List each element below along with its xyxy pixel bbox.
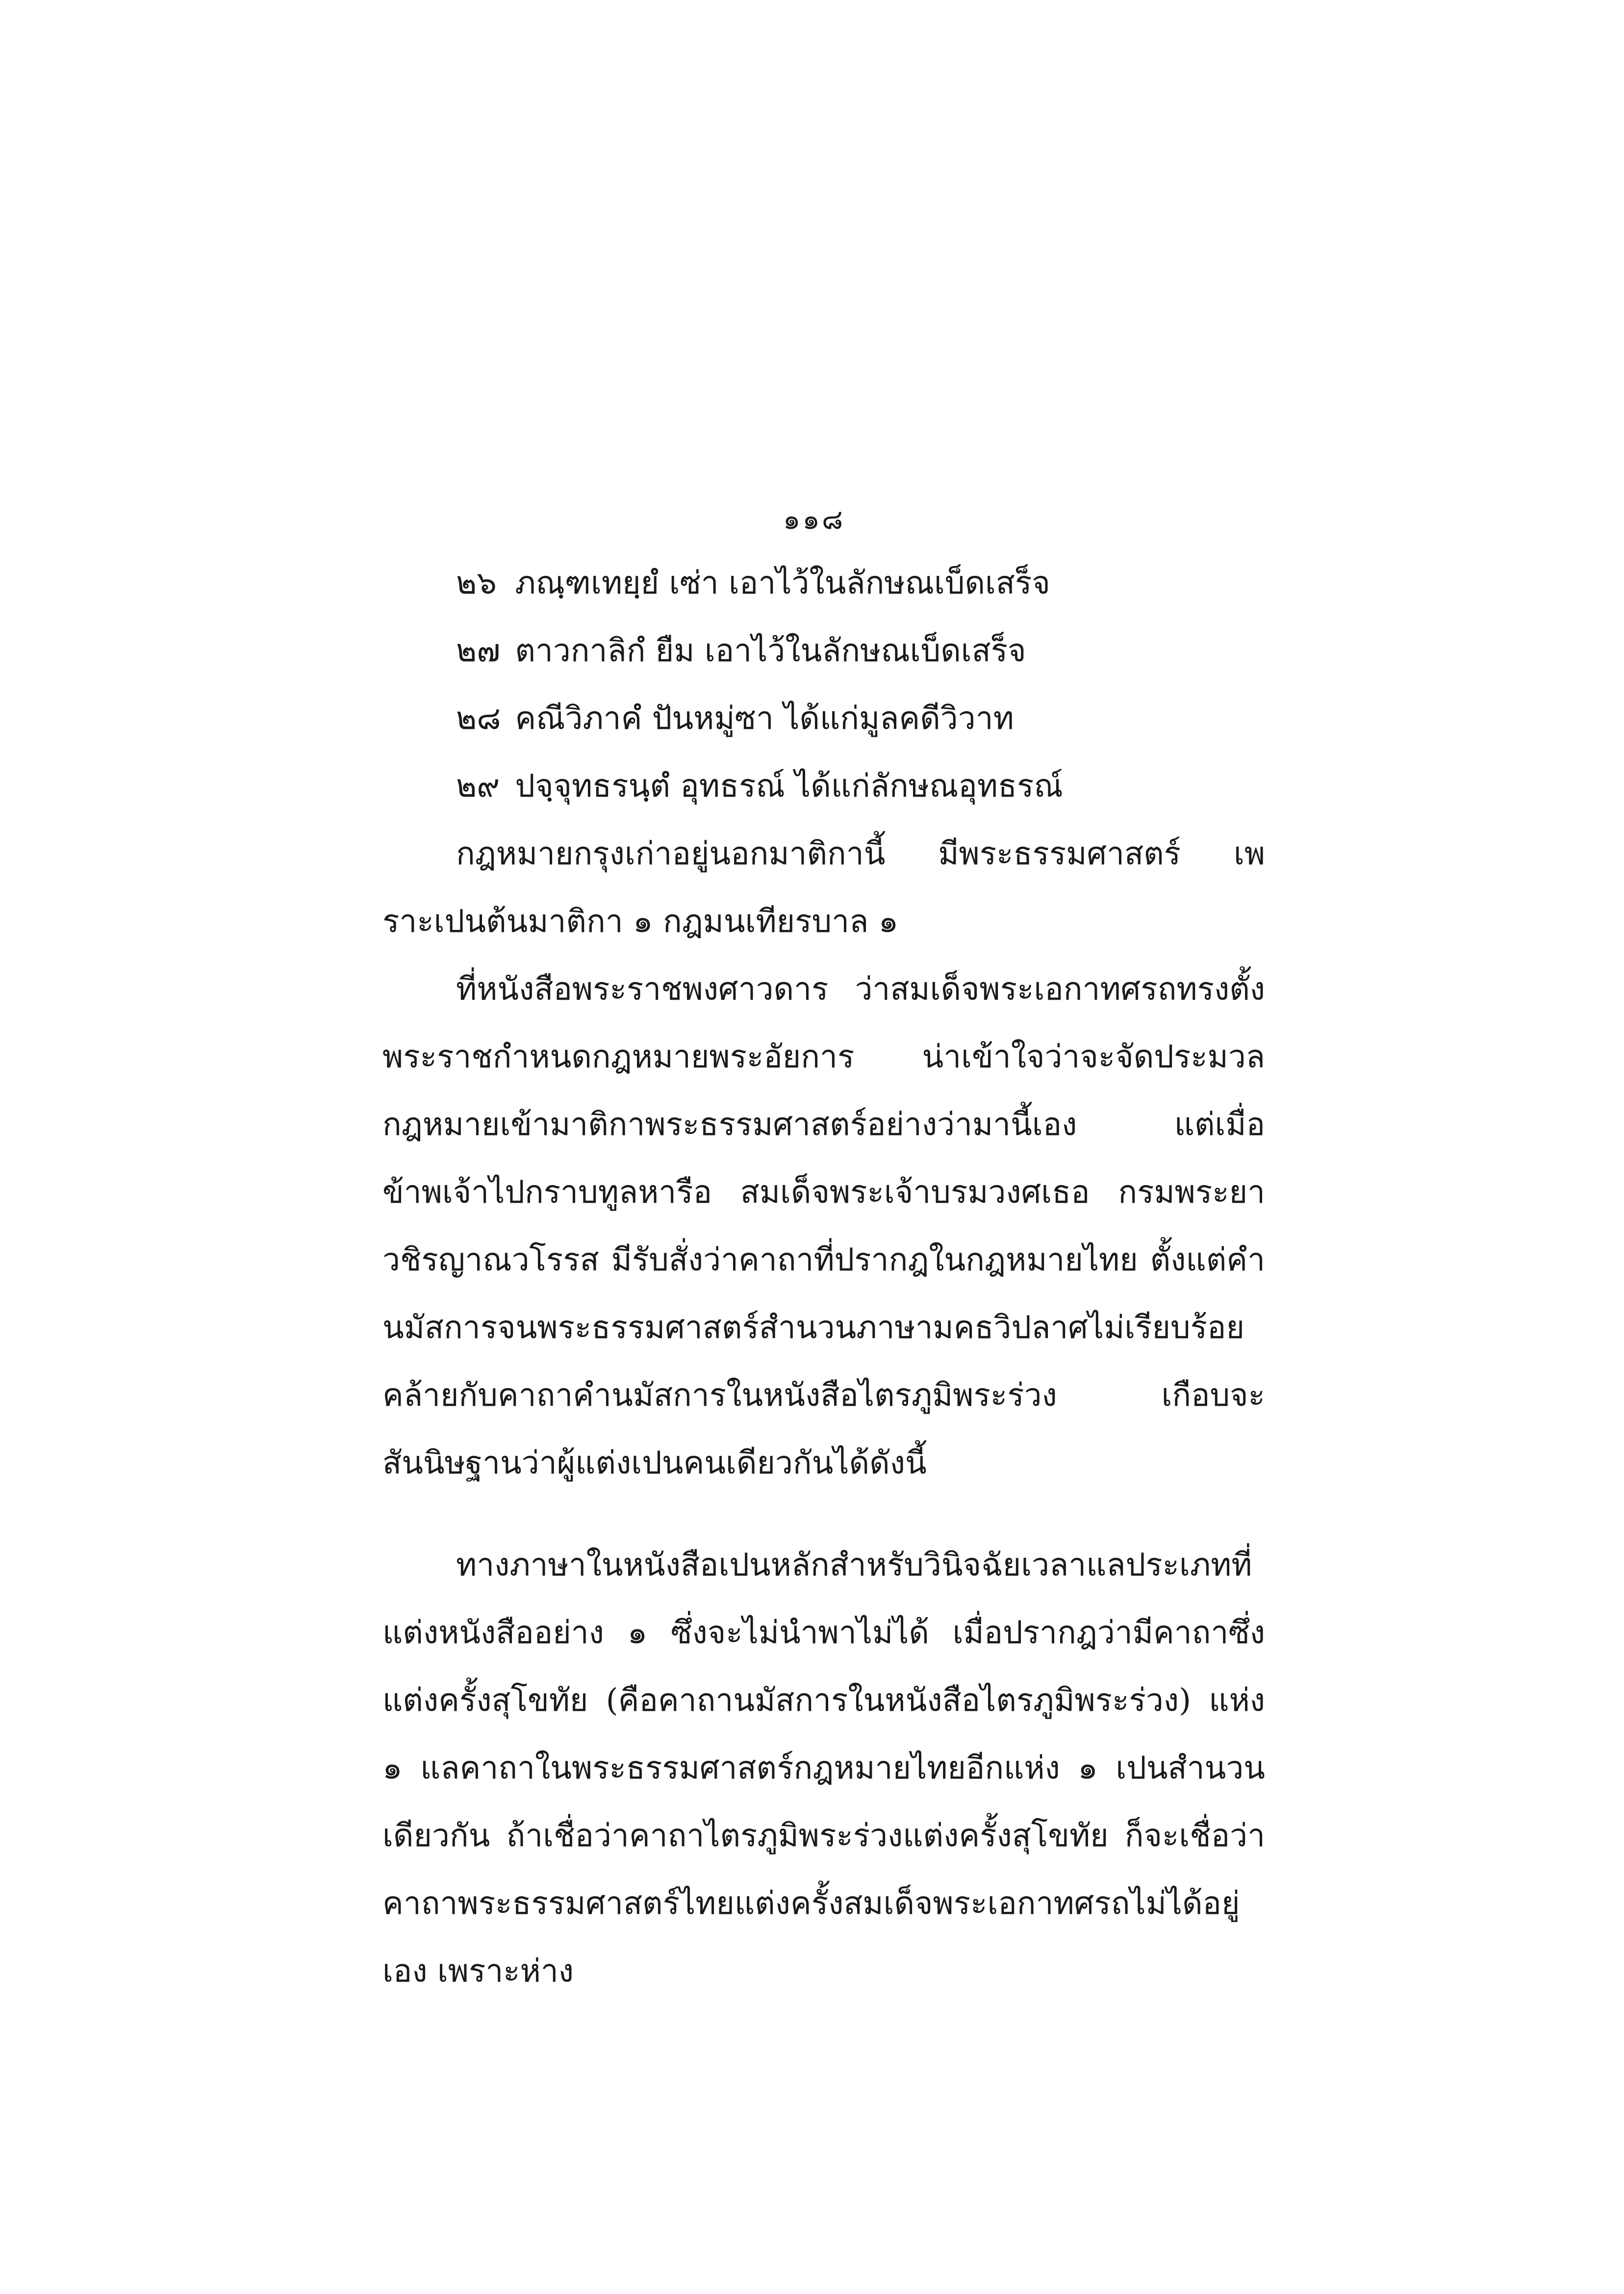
list-item bbox=[456, 549, 1265, 617]
matika-list bbox=[382, 549, 1265, 820]
list-item-text: ตาวกาลิกํ ยืม เอาไว้ในลักษณเบ็ดเสร็จ bbox=[515, 633, 1026, 669]
body-text bbox=[382, 549, 1265, 2005]
paragraph: กฎหมายกรุงเก่าอยู่นอกมาติกานี้ มีพระธรรมศาสตร์ เพราะเปนต้นมาติกา ๑ กฎมนเทียรบาล ๑ bbox=[382, 836, 1265, 940]
list-item-text: ปจฺจุทธรนฺตํ อุทธรณ์ ได้แก่ลักษณอุทธรณ์ bbox=[515, 768, 1063, 804]
paragraph: ที่หนังสือพระราชพงศาวดาร ว่าสมเด็จพระเอกาทศรถทรงตั้งพระราชกำหนดกฎหมายพระอัยการ น่าเข้าใจว่าจะจัดประมวลกฎหมายเข้ามาติกาพระธรรมศาสตร์อย่างว่ามานี้เอง แต่เมื่อข้าพเจ้าไปกราบทูลหารือ สมเด็จพระเจ้าบรมวงศเธอ กรมพระยาวชิรญาณวโรรส มีรับสั่งว่าคาถาที่ปรากฎในกฎหมายไทย ตั้งแต่คำนมัสการจนพระธรรมศาสตร์สำนวนภาษามคธวิปลาศไม่เรียบร้อย คล้ายกับคาถาคำนมัสการในหนังสือไตรภูมิพระร่วง เกือบจะสันนิษฐานว่าผู้แต่งเปนคนเดียวกันได้ดังนี้ bbox=[382, 971, 1265, 1481]
list-item bbox=[456, 685, 1265, 752]
list-item-number: ๒๗ bbox=[456, 633, 501, 669]
page-number: ๑๑๘ bbox=[783, 504, 845, 536]
paragraph: ทางภาษาในหนังสือเปนหลักสำหรับวินิจฉัยเวลาแลประเภทที่แต่งหนังสืออย่าง ๑ ซึ่งจะไม่นำพาไม่ได้ เมื่อปรากฎว่ามีคาถาซึ่งแต่งครั้งสุโขทัย (คือคาถานมัสการในหนังสือไตรภูมิพระร่วง) แห่ง ๑ แลคาถาในพระธรรมศาสตร์กฎหมายไทยอีกแห่ง ๑ เปนสำนวนเดียวกัน ถ้าเชื่อว่าคาถาไตรภูมิพระร่วงแต่งครั้งสุโขทัย ก็จะเชื่อว่าคาถาพระธรรมศาสตร์ไทยแต่งครั้งสมเด็จพระเอกาทศรถไม่ได้อยู่เอง เพราะห่าง bbox=[382, 1547, 1266, 1989]
list-item-text: คณีวิภาคํ ปันหมู่ซา ได้แก่มูลคดีวิวาท bbox=[515, 700, 1014, 737]
list-item bbox=[456, 617, 1265, 685]
list-item-text: ภณฺฑเทยฺยํ เซ่า เอาไว้ในลักษณเบ็ดเสร็จ bbox=[515, 565, 1050, 601]
list-item bbox=[456, 752, 1265, 820]
list-item-number: ๒๖ bbox=[456, 565, 497, 601]
list-item-number: ๒๙ bbox=[456, 768, 500, 804]
list-item-number: ๒๘ bbox=[456, 700, 501, 737]
